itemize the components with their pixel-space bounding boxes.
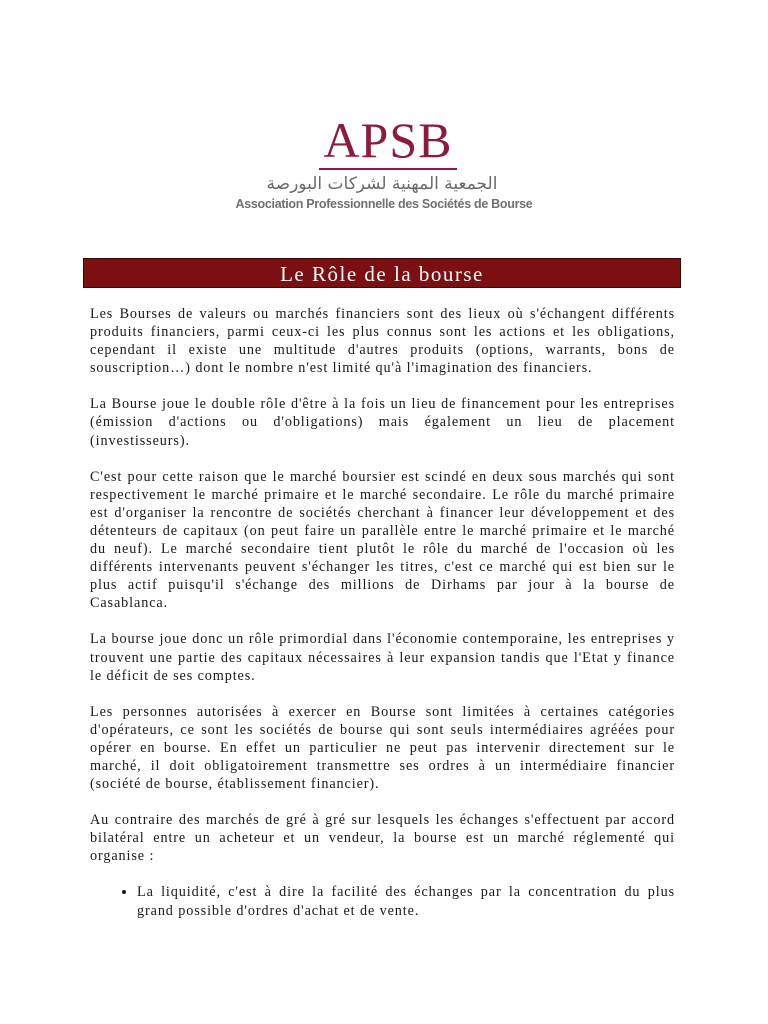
paragraph: La bourse joue donc un rôle primordial dans l'économie contemporaine, les entreprises y trouvent une partie des capitaux nécessaires à leur expansion tandis que l'Etat y finance le déficit de ses comptes. [90, 631, 675, 684]
bullet-item: • La liquidité, c'est à dire la facilité des échanges par la concentration du plus grand possible d'ordres d'achat et de vente. [137, 883, 675, 919]
logo-arabic-name: الجمعية المهنية لشركات البورصة [266, 174, 498, 194]
bullet-list [90, 883, 675, 919]
document-body [90, 305, 675, 920]
apsb-logo [0, 112, 768, 212]
document-title: Le Rôle de la bourse [83, 258, 681, 288]
paragraph: Au contraire des marchés de gré à gré sur lesquels les échanges s'effectuent par accord bilatéral entre un acheteur et un vendeur, la bourse est un marché réglementé qui organise : [90, 812, 675, 865]
logo-french-name: Association Professionnelle des Sociétés de Bourse [235, 197, 533, 211]
paragraph: Les Bourses de valeurs ou marchés financiers sont des lieux où s'échangent différents produits financiers, parmi ceux-ci les plus connus sont les actions et les obligations, cependant il existe une multitude d'autres produits (options, warrants, bons de souscription…) dont le nombre n'est limité qu'à l'imagination des financiers. [90, 306, 675, 377]
paragraph: C'est pour cette raison que le marché boursier est scindé en deux sous marchés qui sont respectivement le marché primaire et le marché secondaire. Le rôle du marché primaire est d'organiser la rencontre de sociétés cherchant à financer leur développement et des détenteurs de capitaux (on peut faire un parallèle entre le marché primaire et le marché du neuf). Le marché secondaire tient plutôt le rôle du marché de l'occasion où les différents intervenants peuvent s'échanger les titres, c'est ce marché qui est bien sur le plus actif puisqu'il s'échange des millions de Dirhams par jour à la bourse de Casablanca. [90, 468, 675, 612]
paragraph: La Bourse joue le double rôle d'être à la fois un lieu de financement pour les entreprises (émission d'actions ou d'obligations) mais également un lieu de placement (investisseurs). [90, 396, 675, 449]
paragraph: Les personnes autorisées à exercer en Bourse sont limitées à certaines catégories d'opérateurs, ce sont les sociétés de bourse qui sont seuls intermédiaires agréées pour opérer en bourse. En effet un particulier ne peut pas intervenir directement sur le marché, il doit obligatoirement transmettre ses ordres à un intermédiaire financier (société de bourse, établissement financier). [90, 703, 675, 793]
logo-wordmark: APSB [319, 112, 456, 170]
